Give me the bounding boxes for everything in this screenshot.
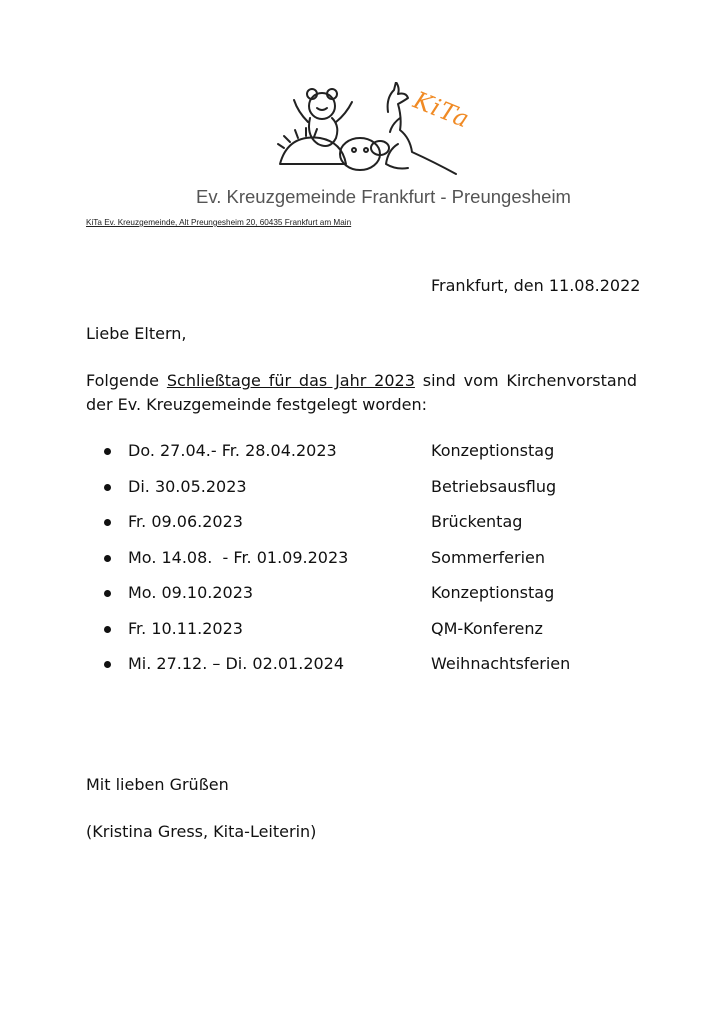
closing-day-date: Mi. 27.12. – Di. 02.01.2024 (128, 654, 345, 673)
closing-day-item (104, 654, 624, 690)
intro-line-2: der Ev. Kreuzgemeinde festgelegt worden: (86, 395, 427, 414)
bullet-icon (104, 519, 111, 526)
bullet-icon (104, 448, 111, 455)
closing-day-date: Fr. 09.06.2023 (128, 512, 243, 531)
closing-day-item (104, 441, 624, 477)
closing-day-item (104, 583, 624, 619)
closing-day-reason: Sommerferien (431, 547, 546, 567)
closing-day-item (104, 548, 624, 584)
closing-day-item (104, 619, 624, 655)
bullet-icon (104, 555, 111, 562)
closing-day-reason: QM-Konferenz (431, 618, 543, 638)
closing-greeting: Mit lieben Grüßen (86, 775, 229, 794)
kita-logo-word: KiTa (409, 86, 474, 134)
closing-day-reason: Brückentag (431, 512, 523, 531)
closing-day-date: Di. 30.05.2023 (128, 476, 247, 496)
closing-days-emphasis: Schließtage für das Jahr 2023 (166, 371, 415, 390)
closing-day-reason: Weihnachtsferien (431, 654, 571, 673)
intro-paragraph (86, 369, 637, 417)
closing-days-list (104, 441, 624, 690)
closing-day-date: Mo. 09.10.2023 (128, 583, 254, 602)
closing-day-reason: Konzeptionstag (431, 441, 555, 460)
letter-date: Frankfurt, den 11.08.2022 (431, 276, 641, 295)
closing-day-date: Mo. 14.08. - Fr. 01.09.2023 (128, 547, 349, 567)
closing-day-reason: Konzeptionstag (431, 583, 555, 602)
organization-name: Ev. Kreuzgemeinde Frankfurt - Preungesheim (196, 186, 571, 207)
bullet-icon (104, 661, 111, 668)
closing-day-item (104, 512, 624, 548)
salutation: Liebe Eltern, (86, 324, 187, 343)
intro-line-1: Folgende Schließtage für das Jahr 2023 sind vom Kirchenvorstand (86, 371, 638, 390)
closing-day-date: Do. 27.04.- Fr. 28.04.2023 (128, 441, 337, 460)
bullet-icon (104, 626, 111, 633)
signature-name: (Kristina Gress, Kita-Leiterin) (86, 822, 317, 841)
bullet-icon (104, 484, 111, 491)
kita-logo-illustration (270, 82, 500, 182)
closing-day-date: Fr. 10.11.2023 (128, 618, 243, 638)
sender-address-line: KiTa Ev. Kreuzgemeinde, Alt Preungesheim 20, 60435 Frankfurt am Main (86, 218, 352, 227)
closing-day-reason: Betriebsausflug (431, 476, 557, 496)
closing-day-item (104, 477, 624, 513)
bullet-icon (104, 590, 111, 597)
